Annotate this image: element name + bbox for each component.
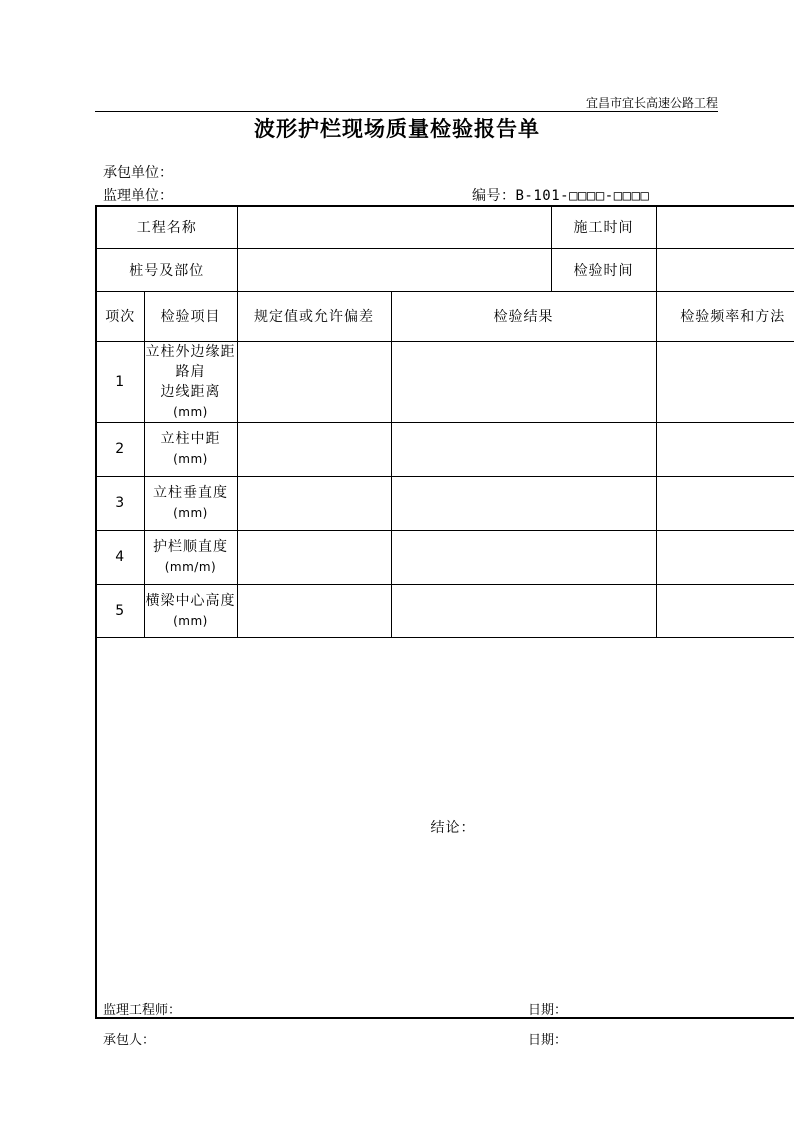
row-method-field[interactable] xyxy=(656,422,794,476)
inspection-form-table xyxy=(95,205,794,1019)
project-name-row xyxy=(96,206,794,248)
header-divider xyxy=(95,111,718,112)
station-label: 桩号及部位 xyxy=(96,248,237,291)
column-header-method: 检验频率和方法 xyxy=(656,291,794,341)
row-method-field[interactable] xyxy=(656,584,794,637)
row-method-field[interactable] xyxy=(656,341,794,422)
row-item-text: 护栏顺直度 xyxy=(153,539,228,555)
row-item-unit: (mm) xyxy=(173,452,208,466)
row-item-unit: (mm) xyxy=(173,404,208,419)
row-tolerance-field[interactable] xyxy=(237,584,391,637)
column-header-result: 检验结果 xyxy=(391,291,656,341)
row-item-unit: (mm) xyxy=(173,613,208,628)
contractor-unit-label: 承包单位： xyxy=(103,165,173,181)
project-name-label: 工程名称 xyxy=(96,206,237,248)
row-item-unit: (mm/m) xyxy=(164,560,217,574)
supervisor-unit-label: 监理单位： xyxy=(103,188,173,204)
conclusion-field[interactable] xyxy=(96,637,794,1018)
inspection-time-label: 检验时间 xyxy=(551,248,656,291)
page-title: 波形护栏现场质量检验报告单 xyxy=(254,116,540,141)
contractor-date-label: 日期： xyxy=(528,1033,568,1048)
row-item-text: 立柱垂直度 xyxy=(153,485,228,501)
row-item xyxy=(144,530,237,584)
header-organization: 宜昌市宜长高速公路工程 xyxy=(585,96,718,110)
table-row xyxy=(96,422,794,476)
row-item-unit: (mm) xyxy=(173,506,208,520)
row-result-field[interactable] xyxy=(391,341,656,422)
table-row xyxy=(96,530,794,584)
row-item-text: 立柱中距 xyxy=(160,431,221,447)
row-result-field[interactable] xyxy=(391,476,656,530)
table-row xyxy=(96,341,794,422)
row-result-field[interactable] xyxy=(391,530,656,584)
project-name-field[interactable] xyxy=(237,206,551,248)
form-number-label: 编号： xyxy=(472,188,516,204)
construction-time-label: 施工时间 xyxy=(551,206,656,248)
row-method-field[interactable] xyxy=(656,530,794,584)
row-tolerance-field[interactable] xyxy=(237,422,391,476)
row-item xyxy=(144,422,237,476)
table-row xyxy=(96,584,794,637)
row-tolerance-field[interactable] xyxy=(237,530,391,584)
inspection-time-field[interactable] xyxy=(656,248,794,291)
row-tolerance-field[interactable] xyxy=(237,341,391,422)
form-number xyxy=(472,185,649,205)
row-index: 2 xyxy=(96,422,144,476)
form-number-value: B-101-□□□□-□□□□ xyxy=(515,188,650,204)
row-method-field[interactable] xyxy=(656,476,794,530)
column-header-item: 检验项目 xyxy=(144,291,237,341)
column-header-index: 项次 xyxy=(96,291,144,341)
column-header-row xyxy=(96,291,794,341)
row-result-field[interactable] xyxy=(391,584,656,637)
row-tolerance-field[interactable] xyxy=(237,476,391,530)
row-item-text: 横梁中心高度 xyxy=(145,592,236,609)
row-item-text: 立柱外边缘距路肩 xyxy=(145,343,236,380)
engineer-date-label: 日期： xyxy=(528,1003,568,1018)
supervising-engineer-label: 监理工程师： xyxy=(103,1003,182,1018)
column-header-tolerance: 规定值或允许偏差 xyxy=(237,291,391,341)
station-row xyxy=(96,248,794,291)
contractor-signature-label: 承包人： xyxy=(103,1033,156,1048)
row-index: 4 xyxy=(96,530,144,584)
station-field[interactable] xyxy=(237,248,551,291)
row-item-text-line2: 边线距离 xyxy=(160,383,221,400)
row-index: 5 xyxy=(96,584,144,637)
row-index: 3 xyxy=(96,476,144,530)
conclusion-row xyxy=(96,637,794,1018)
row-result-field[interactable] xyxy=(391,422,656,476)
construction-time-field[interactable] xyxy=(656,206,794,248)
conclusion-label: 结论： xyxy=(430,820,476,837)
row-item xyxy=(144,476,237,530)
row-item xyxy=(144,341,237,422)
table-row xyxy=(96,476,794,530)
row-item xyxy=(144,584,237,637)
row-index: 1 xyxy=(96,341,144,422)
